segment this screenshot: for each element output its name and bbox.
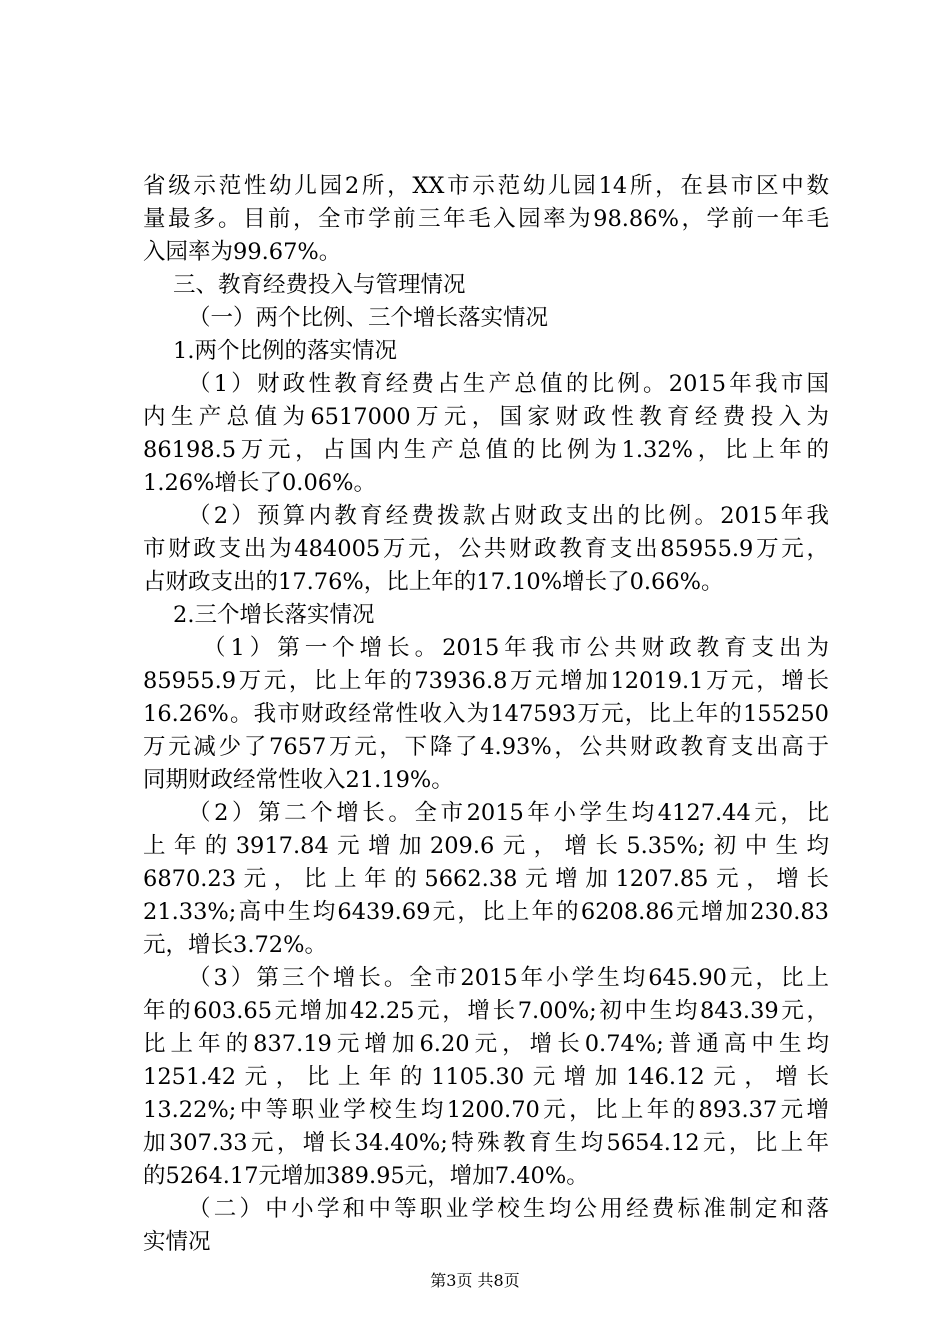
text-line: 入园率为99.67%。: [143, 239, 342, 265]
text-line: 实情况: [143, 1229, 211, 1255]
text-line: 1.26%增长了0.06%。: [143, 470, 376, 496]
text-line: 1.两个比例的落实情况: [173, 338, 397, 364]
text-line: （3）第三个增长。全市2015年小学生均645.90元，比上: [188, 965, 829, 991]
text-line: 16.26%。我市财政经常性收入为147593万元，比上年的155250: [143, 701, 829, 727]
text-line: 的5264.17元增加389.95元，增加7.40%。: [143, 1163, 589, 1189]
page-number: 第3页 共8页: [430, 1271, 520, 1290]
text-line: 85955.9万元，比上年的73936.8万元增加12019.1万元，增长: [143, 668, 829, 694]
text-line: 占财政支出的17.76%，比上年的17.10%增长了0.66%。: [143, 569, 724, 595]
text-line: 上年的3917.84元增加209.6元，增长5.35%;初中生均: [143, 833, 829, 859]
text-line: 量最多。目前，全市学前三年毛入园率为98.86%，学前一年毛: [143, 206, 829, 232]
text-line: 13.22%;中等职业学校生均1200.70元，比上年的893.37元增: [143, 1097, 829, 1123]
page-footer: [0, 1271, 950, 1291]
text-line: （一）两个比例、三个增长落实情况: [188, 305, 549, 331]
text-line: 6870.23元，比上年的5662.38元增加1207.85元，增长: [143, 866, 829, 892]
text-line: （2）第二个增长。全市2015年小学生均4127.44元，比: [188, 800, 829, 826]
text-line: 三、教育经费投入与管理情况: [173, 272, 466, 298]
text-line: 1251.42元，比上年的1105.30元增加146.12元，增长: [143, 1064, 829, 1090]
text-line: 年的603.65元增加42.25元，增长7.00%;初中生均843.39元，: [143, 998, 829, 1024]
text-line: 内生产总值为6517000万元，国家财政性教育经费投入为: [143, 404, 829, 430]
text-line: 万元减少了7657万元，下降了4.93%，公共财政教育支出高于: [143, 734, 829, 760]
text-line: 加307.33元，增长34.40%;特殊教育生均5654.12元，比上年: [143, 1130, 829, 1156]
text-line: （二）中小学和中等职业学校生均公用经费标准制定和落: [188, 1196, 829, 1222]
text-line: 86198.5万元，占国内生产总值的比例为1.32%，比上年的: [143, 437, 829, 463]
text-line: 市财政支出为484005万元，公共财政教育支出85955.9万元，: [143, 536, 829, 562]
text-line: （2）预算内教育经费拨款占财政支出的比例。2015年我: [188, 503, 829, 529]
text-line: （1）财政性教育经费占生产总值的比例。2015年我市国: [188, 371, 829, 397]
document-body: [143, 170, 829, 1259]
text-line: 同期财政经常性收入21.19%。: [143, 767, 454, 793]
text-line: 21.33%;高中生均6439.69元，比上年的6208.86元增加230.83: [143, 899, 829, 925]
text-line: （1）第一个增长。2015年我市公共财政教育支出为: [203, 635, 829, 661]
text-line: 省级示范性幼儿园2所，XX市示范幼儿园14所，在县市区中数: [143, 173, 829, 199]
text-line: 2.三个增长落实情况: [173, 602, 375, 628]
text-line: 比上年的837.19元增加6.20元，增长0.74%;普通高中生均: [143, 1031, 829, 1057]
text-line: 元，增长3.72%。: [143, 932, 327, 958]
